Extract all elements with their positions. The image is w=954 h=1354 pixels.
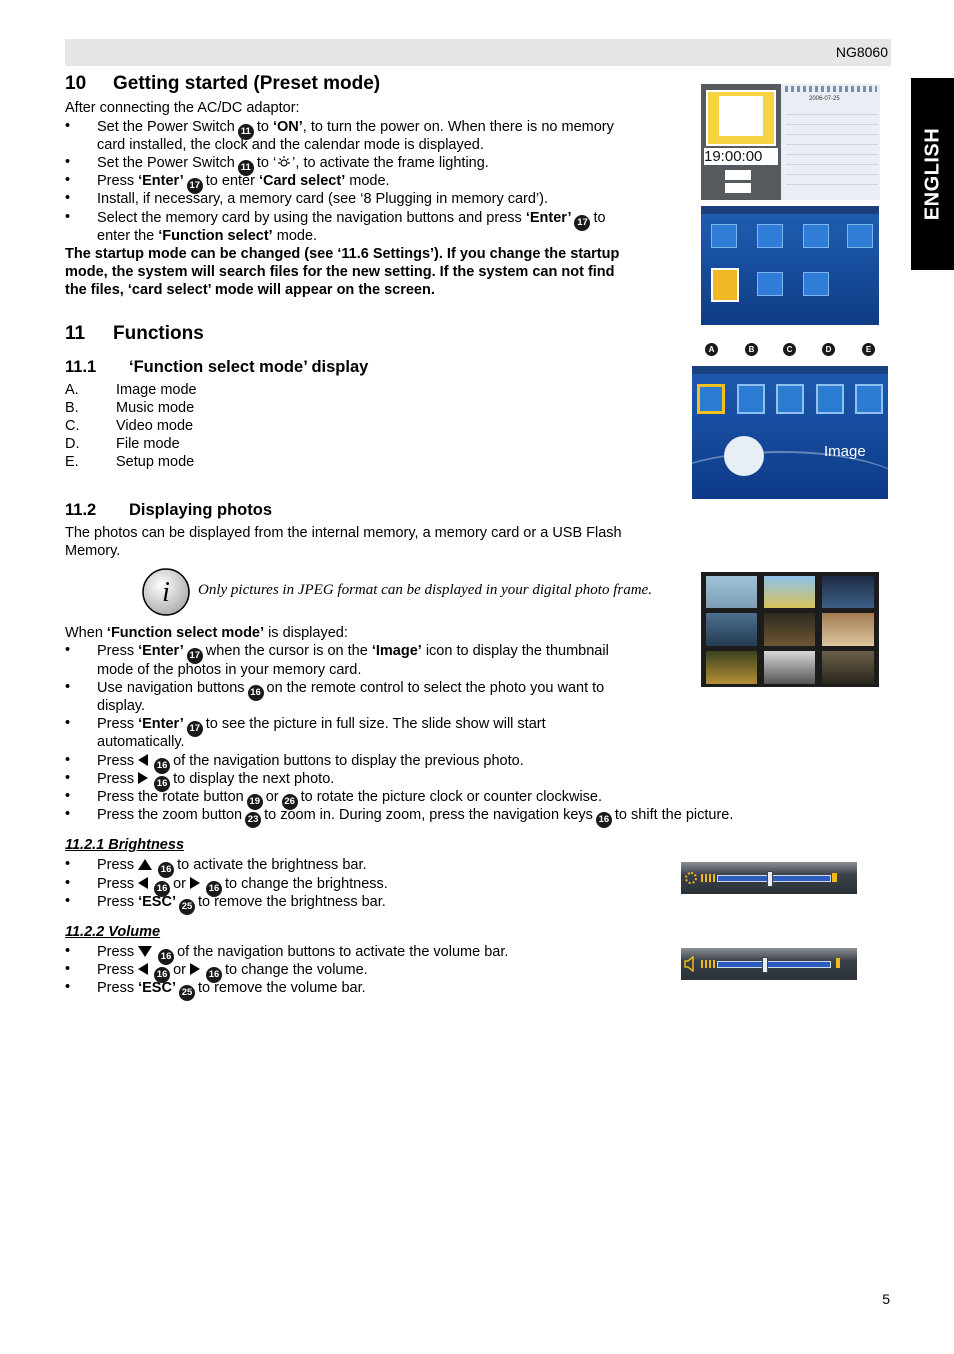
setup-mode-icon	[855, 384, 883, 414]
volume-heading: 11.2.2 Volume	[65, 924, 161, 940]
mode-list-item: B. Music mode	[65, 400, 195, 416]
bullet-text-continued: card installed, the clock and the calendar mode is displayed.	[97, 137, 484, 153]
bullet-text: Press ‘Enter’ 17 to enter ‘Card select’ mode.	[97, 172, 390, 194]
bullet-text: Press 16 or 16 to change the brightness.	[97, 875, 388, 897]
volume-bar-screenshot	[681, 948, 857, 980]
bullet-text: Set the Power Switch 11 to ‘ ’, to activate the frame lighting.	[97, 154, 489, 176]
callout-icon: 25	[179, 899, 195, 915]
arrow-right-icon	[190, 963, 200, 975]
bullet: •	[65, 642, 71, 658]
callout-icon: 17	[187, 178, 203, 194]
section-title: ‘Function select mode’ display	[129, 358, 369, 376]
bullet-text: Install, if necessary, a memory card (see ‘8 Plugging in memory card’).	[97, 191, 549, 207]
section-11-2-heading	[65, 501, 272, 520]
section-title: Functions	[113, 323, 204, 344]
paragraph: The photos can be displayed from the internal memory, a memory card or a USB Flash	[65, 525, 622, 541]
function-select-screenshot	[692, 366, 888, 499]
callout-icon: 16	[154, 758, 170, 774]
callout-icon: 17	[187, 721, 203, 737]
bullet-text: Press 16 to activate the brightness bar.	[97, 856, 367, 878]
callout-icon: 16	[206, 881, 222, 897]
callout-icon: 16	[206, 967, 222, 983]
thumbnail-screenshot	[701, 572, 879, 687]
bullet: •	[65, 961, 71, 977]
callout-icon: 17	[187, 648, 203, 664]
section-title: Displaying photos	[129, 501, 273, 519]
arrow-up-icon	[138, 859, 152, 870]
callout-icon: 17	[574, 215, 590, 231]
callout-icon: 16	[158, 862, 174, 878]
figure-label: B	[745, 343, 758, 356]
section-title: Getting started (Preset mode)	[113, 73, 381, 94]
image-mode-large-icon	[724, 436, 764, 476]
calendar-date: 2006-07-25	[809, 96, 840, 102]
arrow-down-icon	[138, 946, 152, 957]
bullet-text: Press 16 of the navigation buttons to display the previous photo.	[97, 752, 524, 774]
bullet-text: Press ‘ESC’ 25 to remove the volume bar.	[97, 979, 366, 1001]
callout-icon: 16	[596, 812, 612, 828]
callout-icon: 11	[238, 160, 254, 176]
bullet-text: Press the rotate button 19 or 26 to rotate the picture clock or counter clockwise.	[97, 788, 602, 810]
callout-icon: 19	[247, 794, 263, 810]
figure-label: A	[705, 343, 718, 356]
bullet-text: Set the Power Switch 11 to ‘ON’, to turn the power on. When there is no memory	[97, 118, 614, 140]
callout-icon: 23	[245, 812, 261, 828]
arrow-left-icon	[138, 963, 148, 975]
arrow-right-icon	[190, 877, 200, 889]
bullet: •	[65, 979, 71, 995]
bullet: •	[65, 875, 71, 891]
when-text: When ‘Function select mode’ is displayed:	[65, 625, 348, 641]
section-number: 11.2	[65, 501, 97, 519]
arrow-left-icon	[138, 754, 148, 766]
bullet: •	[65, 118, 71, 134]
language-tab	[911, 78, 954, 270]
section-11-1-heading	[65, 358, 368, 377]
clock-time: 19:00:00	[704, 148, 778, 165]
brightness-knob	[767, 871, 773, 887]
bullet-text-continued: display.	[97, 698, 146, 714]
bullet-text: Press 16 or 16 to change the volume.	[97, 961, 368, 983]
volume-knob	[762, 957, 768, 973]
bullet-text: Press ‘Enter’ 17 when the cursor is on the ‘Image’ icon to display the thumbnail	[97, 642, 609, 664]
warning-line: The startup mode can be changed (see ‘11.6 Settings’). If you change the startup	[65, 246, 620, 262]
callout-icon: 25	[179, 985, 195, 1001]
bullet: •	[65, 172, 71, 188]
brightness-bar-screenshot	[681, 862, 857, 894]
figure-label: D	[822, 343, 835, 356]
bullet-text: Press the zoom button 23 to zoom in. During zoom, press the navigation keys 16 to shift the picture.	[97, 806, 733, 828]
bullet-text: Press ‘Enter’ 17 to see the picture in full size. The slide show will start	[97, 715, 546, 737]
callout-icon: 11	[238, 124, 254, 140]
bullet-text: Press 16 of the navigation buttons to activate the volume bar.	[97, 943, 508, 965]
bullet: •	[65, 154, 71, 170]
header-bar	[65, 39, 891, 66]
card-select-screenshot	[701, 206, 879, 325]
volume-track	[717, 961, 831, 968]
brightness-icon	[685, 872, 697, 884]
figure-label: E	[862, 343, 875, 356]
speaker-icon	[684, 956, 698, 972]
figure-caption: Image	[824, 443, 866, 460]
bullet: •	[65, 856, 71, 872]
warning-line: the files, ‘card select’ mode will appear on the screen.	[65, 282, 435, 298]
info-note-icon	[141, 567, 191, 617]
video-mode-icon	[776, 384, 804, 414]
mode-list-item: C. Video mode	[65, 418, 194, 434]
callout-icon: 26	[282, 794, 298, 810]
bullet: •	[65, 943, 71, 959]
bullet: •	[65, 806, 71, 822]
figure-label: C	[783, 343, 796, 356]
mode-list-item: A. Image mode	[65, 382, 197, 398]
bullet: •	[65, 679, 71, 695]
note-text: Only pictures in JPEG format can be displayed in your digital photo frame.	[198, 582, 652, 598]
light-icon	[277, 155, 291, 169]
bullet-text: Press ‘ESC’ 25 to remove the brightness bar.	[97, 893, 386, 915]
section-number: 11.1	[65, 358, 97, 376]
intro-text: After connecting the AC/DC adaptor:	[65, 100, 300, 116]
bullet: •	[65, 190, 71, 206]
bullet: •	[65, 770, 71, 786]
bullet-text: Press 16 to display the next photo.	[97, 770, 334, 792]
bullet-text-continued: enter the ‘Function select’ mode.	[97, 228, 318, 244]
bullet: •	[65, 752, 71, 768]
bullet-text-continued: automatically.	[97, 734, 185, 750]
bullet-text: Use navigation buttons 16 on the remote control to select the photo you want to	[97, 679, 604, 701]
image-mode-icon	[697, 384, 725, 414]
callout-icon: 16	[154, 967, 170, 983]
callout-icon: 16	[248, 685, 264, 701]
warning-line: mode, the system will search files for the new setting. If the system can not find	[65, 264, 615, 280]
arrow-left-icon	[138, 877, 148, 889]
clock-calendar-screenshot	[701, 84, 880, 200]
bullet: •	[65, 209, 71, 225]
section-11-heading	[65, 323, 204, 345]
callout-icon: 16	[158, 949, 174, 965]
language-tab-label: ENGLISH	[921, 127, 943, 221]
svg-text:i: i	[162, 577, 170, 608]
section-number: 11	[65, 323, 86, 344]
section-10-heading	[65, 73, 380, 95]
music-mode-icon	[737, 384, 765, 414]
mode-list-item: D. File mode	[65, 436, 180, 452]
callout-icon: 16	[154, 776, 170, 792]
bullet: •	[65, 715, 71, 731]
page-number: 5	[882, 1291, 890, 1307]
section-number: 10	[65, 73, 87, 94]
bullet: •	[65, 788, 71, 804]
brightness-track	[717, 875, 831, 882]
bullet-text-continued: mode of the photos in your memory card.	[97, 662, 362, 678]
paragraph: Memory.	[65, 543, 121, 559]
brightness-heading: 11.2.1 Brightness	[65, 837, 185, 853]
bullet-text: Select the memory card by using the navigation buttons and press ‘Enter’ 17 to	[97, 209, 606, 231]
mode-list-item: E. Setup mode	[65, 454, 195, 470]
callout-icon: 16	[154, 881, 170, 897]
model-number: NG8060	[835, 44, 888, 60]
file-mode-icon	[816, 384, 844, 414]
arrow-right-icon	[138, 772, 148, 784]
bullet: •	[65, 893, 71, 909]
mode-list	[65, 381, 197, 471]
